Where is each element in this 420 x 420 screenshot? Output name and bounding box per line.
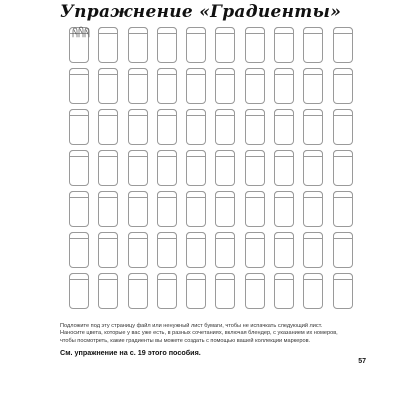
marker-swatch-cell bbox=[333, 191, 353, 227]
marker-swatch-cell bbox=[303, 109, 323, 145]
marker-cap-icon bbox=[274, 109, 294, 116]
marker-swatch-cell bbox=[333, 27, 353, 63]
marker-cap-icon bbox=[245, 150, 265, 157]
marker-cap-icon bbox=[333, 27, 353, 34]
marker-cap-icon bbox=[215, 68, 235, 75]
marker-cap-icon bbox=[128, 109, 148, 116]
marker-swatch-cell bbox=[186, 68, 206, 104]
marker-cap-icon bbox=[303, 27, 323, 34]
marker-swatch-cell bbox=[69, 232, 89, 268]
marker-cap-icon bbox=[333, 150, 353, 157]
instruction-line: чтобы посмотреть, какие градиенты вы можете создать с помощью вашей коллекции маркеров. bbox=[60, 337, 311, 344]
marker-swatch-cell bbox=[69, 68, 89, 104]
marker-cap-icon bbox=[274, 191, 294, 198]
marker-cap-icon bbox=[98, 68, 118, 75]
marker-swatch-cell bbox=[245, 27, 265, 63]
marker-swatch-cell bbox=[274, 150, 294, 186]
marker-cap-icon bbox=[303, 150, 323, 157]
marker-swatch-cell bbox=[274, 27, 294, 63]
marker-swatch-cell bbox=[333, 232, 353, 268]
marker-swatch-cell bbox=[274, 109, 294, 145]
marker-swatch-cell bbox=[157, 150, 177, 186]
marker-cap-icon bbox=[98, 109, 118, 116]
hand-drawn-marker-tips-icon bbox=[70, 26, 92, 38]
marker-swatch-cell bbox=[128, 273, 148, 309]
marker-swatch-cell bbox=[157, 191, 177, 227]
marker-swatch-cell bbox=[333, 150, 353, 186]
reference-note: См. упражнение на с. 19 этого пособия. bbox=[60, 348, 201, 357]
marker-swatch-cell bbox=[98, 150, 118, 186]
marker-swatch-cell bbox=[186, 232, 206, 268]
marker-swatch-cell bbox=[98, 232, 118, 268]
marker-swatch-cell bbox=[186, 273, 206, 309]
marker-cap-icon bbox=[157, 109, 177, 116]
marker-cap-icon bbox=[245, 68, 265, 75]
marker-cap-icon bbox=[245, 191, 265, 198]
marker-cap-icon bbox=[245, 273, 265, 280]
marker-swatch-cell bbox=[303, 68, 323, 104]
marker-cap-icon bbox=[157, 191, 177, 198]
marker-cap-icon bbox=[245, 27, 265, 34]
marker-swatch-cell bbox=[215, 191, 235, 227]
marker-cap-icon bbox=[245, 109, 265, 116]
marker-swatch-grid bbox=[69, 27, 357, 312]
marker-swatch-cell bbox=[333, 109, 353, 145]
marker-swatch-cell bbox=[245, 150, 265, 186]
page-number: 57 bbox=[358, 358, 366, 365]
marker-cap-icon bbox=[215, 232, 235, 239]
marker-swatch-cell bbox=[245, 232, 265, 268]
marker-cap-icon bbox=[215, 150, 235, 157]
marker-cap-icon bbox=[157, 273, 177, 280]
marker-cap-icon bbox=[157, 68, 177, 75]
marker-swatch-cell bbox=[69, 191, 89, 227]
marker-swatch-cell bbox=[69, 273, 89, 309]
marker-swatch-cell bbox=[128, 232, 148, 268]
marker-swatch-cell bbox=[128, 109, 148, 145]
marker-swatch-cell bbox=[303, 27, 323, 63]
marker-swatch-cell bbox=[157, 68, 177, 104]
marker-cap-icon bbox=[333, 68, 353, 75]
marker-swatch-cell bbox=[274, 68, 294, 104]
marker-swatch-cell bbox=[245, 109, 265, 145]
marker-swatch-cell bbox=[303, 273, 323, 309]
marker-cap-icon bbox=[98, 27, 118, 34]
marker-swatch-cell bbox=[98, 273, 118, 309]
marker-cap-icon bbox=[128, 273, 148, 280]
marker-swatch-cell bbox=[157, 232, 177, 268]
marker-swatch-cell bbox=[186, 150, 206, 186]
marker-cap-icon bbox=[274, 27, 294, 34]
marker-cap-icon bbox=[333, 191, 353, 198]
marker-cap-icon bbox=[274, 150, 294, 157]
marker-swatch-cell bbox=[128, 150, 148, 186]
marker-swatch-cell bbox=[98, 27, 118, 63]
marker-swatch-cell bbox=[157, 273, 177, 309]
marker-cap-icon bbox=[128, 150, 148, 157]
marker-cap-icon bbox=[215, 191, 235, 198]
marker-cap-icon bbox=[274, 232, 294, 239]
instruction-line: Наносите цвета, которые у вас уже есть, в разных сочетаниях, включая блендер, с указанием их номеров, bbox=[60, 330, 338, 337]
marker-cap-icon bbox=[186, 273, 206, 280]
marker-swatch-cell bbox=[303, 191, 323, 227]
marker-cap-icon bbox=[98, 150, 118, 157]
marker-cap-icon bbox=[157, 27, 177, 34]
marker-swatch-cell bbox=[186, 109, 206, 145]
marker-cap-icon bbox=[128, 27, 148, 34]
marker-swatch-cell bbox=[69, 109, 89, 145]
marker-cap-icon bbox=[186, 232, 206, 239]
marker-cap-icon bbox=[215, 273, 235, 280]
marker-swatch-cell bbox=[333, 273, 353, 309]
marker-cap-icon bbox=[69, 109, 89, 116]
marker-cap-icon bbox=[186, 68, 206, 75]
marker-swatch-cell bbox=[215, 27, 235, 63]
marker-cap-icon bbox=[303, 68, 323, 75]
marker-swatch-cell bbox=[186, 191, 206, 227]
marker-cap-icon bbox=[186, 191, 206, 198]
marker-swatch-cell bbox=[274, 191, 294, 227]
marker-cap-icon bbox=[274, 273, 294, 280]
marker-cap-icon bbox=[186, 109, 206, 116]
marker-swatch-cell bbox=[98, 68, 118, 104]
marker-cap-icon bbox=[245, 232, 265, 239]
page-title: Упражнение «Градиенты» bbox=[60, 2, 342, 22]
marker-swatch-cell bbox=[157, 109, 177, 145]
marker-cap-icon bbox=[69, 273, 89, 280]
marker-cap-icon bbox=[303, 109, 323, 116]
marker-cap-icon bbox=[303, 191, 323, 198]
marker-swatch-cell bbox=[245, 68, 265, 104]
marker-cap-icon bbox=[69, 232, 89, 239]
marker-cap-icon bbox=[333, 109, 353, 116]
marker-swatch-cell bbox=[69, 150, 89, 186]
marker-swatch-cell bbox=[215, 109, 235, 145]
marker-cap-icon bbox=[128, 68, 148, 75]
marker-cap-icon bbox=[157, 232, 177, 239]
marker-swatch-cell bbox=[215, 273, 235, 309]
marker-cap-icon bbox=[128, 191, 148, 198]
marker-cap-icon bbox=[98, 232, 118, 239]
marker-swatch-cell bbox=[274, 273, 294, 309]
marker-swatch-cell bbox=[128, 68, 148, 104]
marker-swatch-cell bbox=[274, 232, 294, 268]
marker-swatch-cell bbox=[215, 68, 235, 104]
marker-swatch-cell bbox=[245, 273, 265, 309]
marker-swatch-cell bbox=[98, 191, 118, 227]
marker-swatch-cell bbox=[215, 232, 235, 268]
marker-swatch-cell bbox=[303, 232, 323, 268]
marker-cap-icon bbox=[215, 109, 235, 116]
marker-swatch-cell bbox=[98, 109, 118, 145]
marker-swatch-cell bbox=[186, 27, 206, 63]
instructions-text bbox=[60, 323, 380, 345]
marker-cap-icon bbox=[69, 150, 89, 157]
marker-cap-icon bbox=[157, 150, 177, 157]
marker-cap-icon bbox=[98, 191, 118, 198]
marker-swatch-cell bbox=[157, 27, 177, 63]
marker-swatch-cell bbox=[215, 150, 235, 186]
marker-swatch-cell bbox=[303, 150, 323, 186]
marker-cap-icon bbox=[98, 273, 118, 280]
marker-cap-icon bbox=[186, 150, 206, 157]
instruction-line: Подложите под эту страницу файл или ненужный лист бумаги, чтобы не испачкать следующий лист. bbox=[60, 323, 323, 329]
marker-cap-icon bbox=[303, 273, 323, 280]
marker-cap-icon bbox=[215, 27, 235, 34]
marker-swatch-cell bbox=[333, 68, 353, 104]
marker-cap-icon bbox=[69, 68, 89, 75]
marker-cap-icon bbox=[274, 68, 294, 75]
marker-swatch-cell bbox=[245, 191, 265, 227]
marker-cap-icon bbox=[333, 273, 353, 280]
marker-swatch-cell bbox=[128, 27, 148, 63]
marker-cap-icon bbox=[303, 232, 323, 239]
marker-swatch-cell bbox=[128, 191, 148, 227]
marker-cap-icon bbox=[69, 191, 89, 198]
marker-cap-icon bbox=[333, 232, 353, 239]
marker-cap-icon bbox=[128, 232, 148, 239]
marker-cap-icon bbox=[186, 27, 206, 34]
